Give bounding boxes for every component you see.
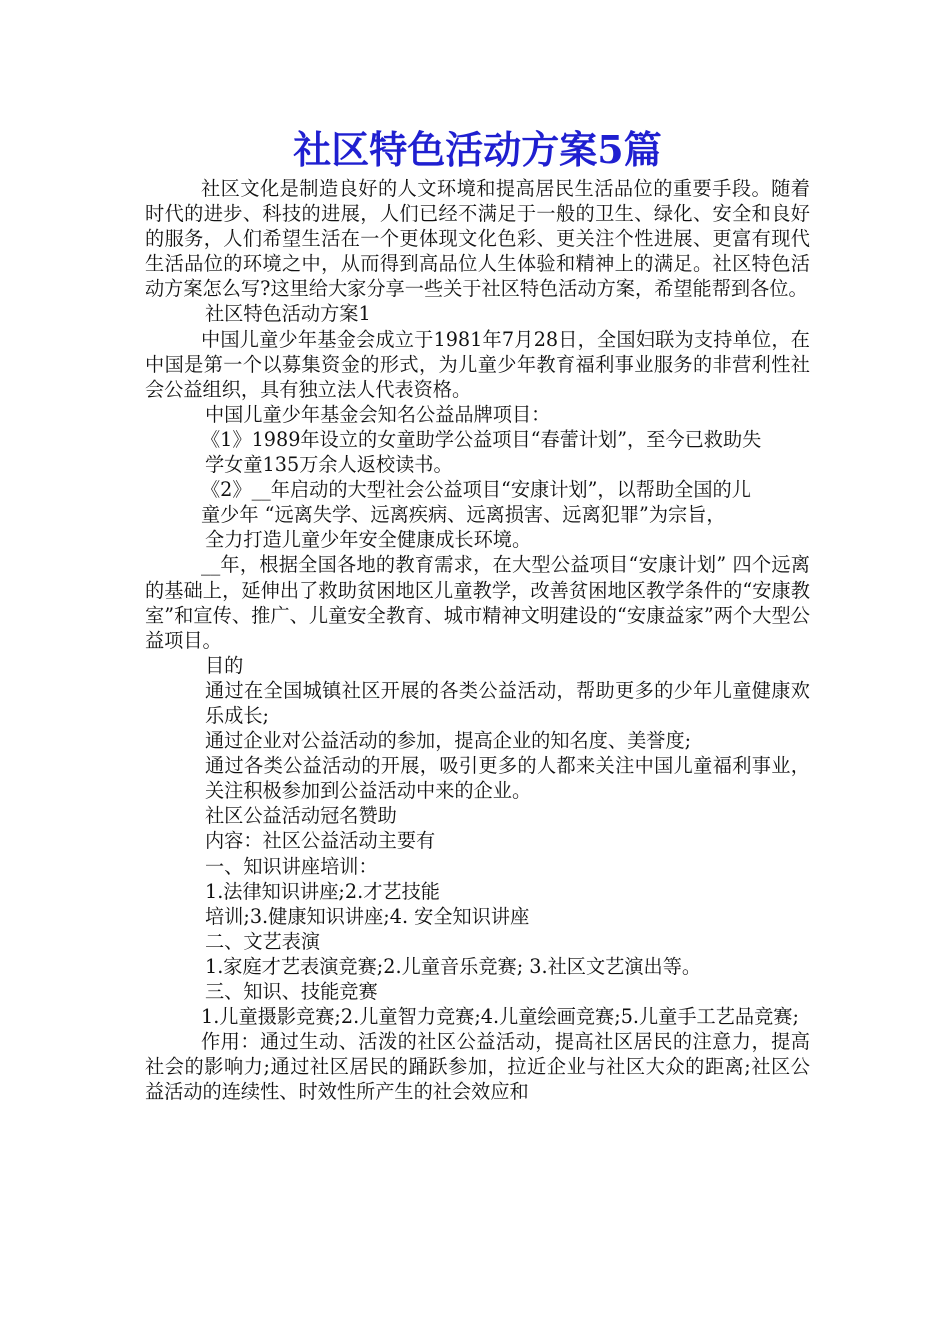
- body-paragraph: 通过企业对公益活动的参加，提高企业的知名度、美誉度;: [205, 729, 692, 753]
- body-paragraph: 童少年 “远离失学、远离疾病、远离损害、远离犯罪”为宗旨，: [201, 503, 726, 527]
- body-paragraph: 《2》__年启动的大型社会公益项目“安康计划”，以帮助全国的儿: [201, 478, 751, 502]
- document-title: 社区特色活动方案5篇: [293, 127, 662, 172]
- body-paragraph: 1.儿童摄影竞赛;2.儿童智力竞赛;4.儿童绘画竞赛;5.儿童手工艺品竞赛;: [201, 1005, 799, 1029]
- body-paragraph: 社区公益活动冠名赞助: [205, 804, 397, 828]
- body-paragraph: __年，根据全国各地的教育需求，在大型公益项目“安康计划” 四个远离的基础上，延伸出了救助贫困地区儿童教学，改善贫困地区教学条件的“安康教室”和宣传、推广、儿童安全教育、城市精神文明建设的“安康益家”两个大型公益项目。: [145, 553, 810, 652]
- body-paragraph: 培训;3.健康知识讲座;4. 安全知识讲座: [205, 904, 530, 928]
- body-paragraph: 三、知识、技能竞赛: [205, 980, 378, 1003]
- body-paragraph: 1.法律知识讲座;2.才艺技能: [205, 879, 440, 903]
- body-paragraph: 作用：通过生动、活泼的社区公益活动，提高社区居民的注意力，提高社会的影响力;通过社区居民的踊跃参加，拉近企业与社区大众的距离;社区公益活动的连续性、时效性所产生的社会效应和: [145, 1030, 810, 1104]
- body-paragraph: 社区特色活动方案1: [205, 302, 371, 326]
- document-body: [145, 176, 810, 1104]
- document-page: [145, 124, 810, 1104]
- body-paragraph: 全力打造儿童少年安全健康成长环境。: [205, 528, 532, 552]
- body-paragraph: 社区文化是制造良好的人文环境和提高居民生活品位的重要手段。随着时代的进步、科技的进展，人们已经不满足于一般的卫生、绿化、安全和良好的服务，人们希望生活在一个更体现文化色彩、更关注个性进展、更富有现代生活品位的环境之中，从而得到高品位人生体验和精神上的满足。社区特色活动方案怎么写?这里给大家分享一些关于社区特色活动方案，希望能帮到各位。: [145, 177, 810, 301]
- body-paragraph: 内容：社区公益活动主要有: [205, 829, 436, 853]
- body-paragraph: 通过在全国城镇社区开展的各类公益活动，帮助更多的少年儿童健康欢乐成长;: [205, 678, 810, 727]
- body-paragraph: 目的: [205, 653, 244, 677]
- body-paragraph: 一、知识讲座培训：: [205, 854, 378, 878]
- body-paragraph: 二、文艺表演: [205, 929, 321, 953]
- body-paragraph: 《1》1989年设立的女童助学公益项目“春蕾计划”，至今已救助失: [201, 427, 762, 451]
- body-paragraph: 中国儿童少年基金会知名公益品牌项目：: [205, 402, 551, 426]
- body-paragraph: 通过各类公益活动的开展，吸引更多的人都来关注中国儿童福利事业，关注积极参加到公益活动中来的企业。: [205, 754, 810, 803]
- body-paragraph: 中国儿童少年基金会成立于1981年7月28日，全国妇联为支持单位，在中国是第一个以募集资金的形式，为儿童少年教育福利事业服务的非营利性社会公益组织，具有独立法人代表资格。: [145, 327, 810, 401]
- body-paragraph: 1.家庭才艺表演竞赛;2.儿童音乐竞赛; 3.社区文艺演出等。: [205, 954, 702, 978]
- body-paragraph: 学女童135万余人返校读书。: [205, 453, 453, 477]
